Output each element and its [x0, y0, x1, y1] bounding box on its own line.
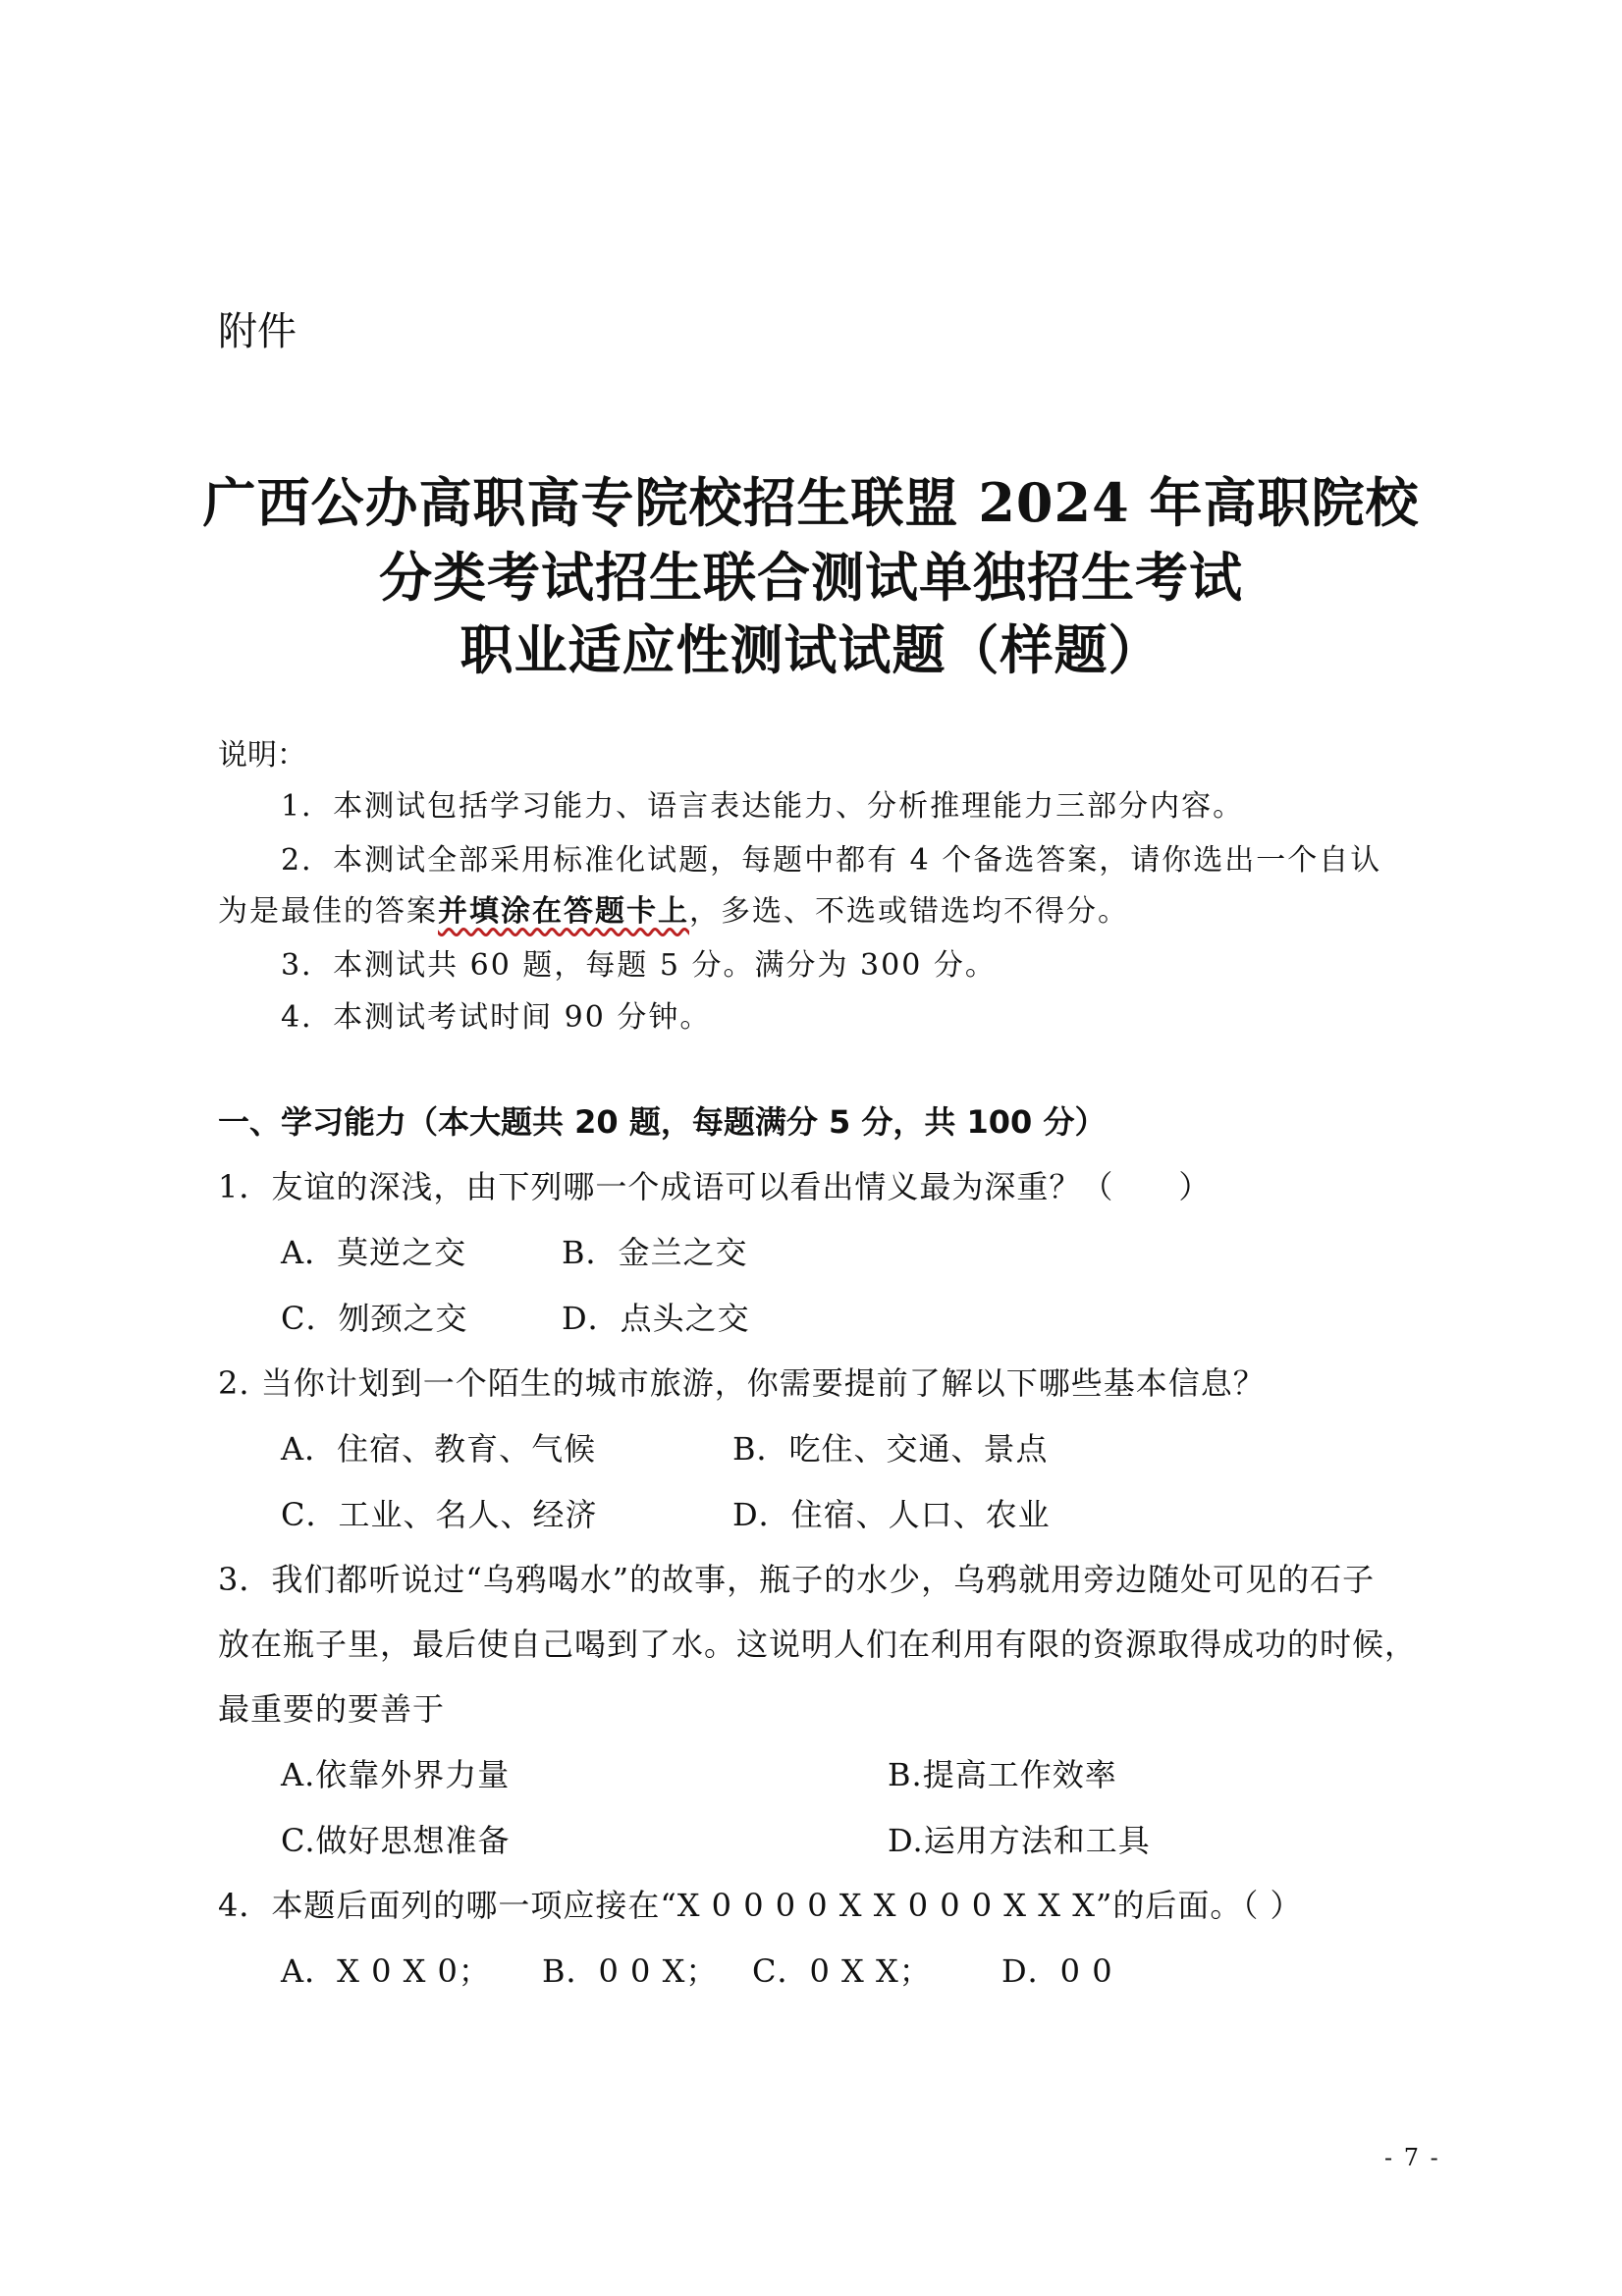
question-1-text: 1．友谊的深浅，由下列哪一个成语可以看出情义最为深重？（ ）	[218, 1168, 1212, 1205]
question-3-line-2: 放在瓶子里，最后使自己喝到了水。这说明人们在利用有限的资源取得成功的时候，	[218, 1626, 1418, 1663]
question-4-option-a: A．X 0 X 0；	[281, 1952, 491, 1990]
instruction-3: 3．本测试共 60 题，每题 5 分。满分为 300 分。	[281, 948, 997, 983]
instruction-2-line-2	[218, 886, 1129, 930]
question-4-option-b: B．0 0 X；	[542, 1952, 719, 1990]
attachment-label: 附件	[218, 309, 297, 354]
question-2-option-d: D．住宿、人口、农业	[732, 1496, 1051, 1533]
section-1-heading: 一、学习能力（本大题共 20 题，每题满分 5 分，共 100 分）	[218, 1103, 1107, 1141]
instruction-1: 1．本测试包括学习能力、语言表达能力、分析推理能力三部分内容。	[281, 789, 1245, 824]
question-1-option-b: B．金兰之交	[562, 1234, 748, 1271]
instruction-4: 4．本测试考试时间 90 分钟。	[281, 1000, 712, 1035]
exam-title-line-1: 广西公办高职高专院校招生联盟 2024 年高职院校	[202, 471, 1420, 534]
question-1-option-d: D．点头之交	[562, 1300, 750, 1337]
instructions-heading: 说明：	[218, 738, 306, 773]
question-3-line-3: 最重要的要善于	[218, 1690, 446, 1728]
question-2-option-c: C．工业、名人、经济	[281, 1496, 598, 1533]
question-3-option-d: D.运用方法和工具	[888, 1822, 1151, 1859]
question-4-text: 4．本题后面列的哪一项应接在“X 0 0 0 0 X X 0 0 0 X X X”的后面。（ ）	[218, 1887, 1303, 1924]
question-3-option-c: C.做好思想准备	[281, 1822, 511, 1859]
question-1-option-c: C．刎颈之交	[281, 1300, 468, 1337]
question-3-option-a: A.依靠外界力量	[281, 1756, 511, 1793]
question-3-line-1: 3．我们都听说过“乌鸦喝水”的故事，瓶子的水少，乌鸦就用旁边随处可见的石子	[218, 1561, 1376, 1598]
exam-title-line-3: 职业适应性测试试题（样题）	[460, 618, 1162, 681]
question-2-text: 2. 当你计划到一个陌生的城市旅游，你需要提前了解以下哪些基本信息？	[218, 1364, 1266, 1402]
exam-title-line-2: 分类考试招生联合测试单独招生考试	[379, 546, 1243, 609]
question-2-option-a: A．住宿、教育、气候	[281, 1430, 597, 1468]
instruction-2-pre: 为是最佳的答案	[218, 894, 438, 929]
page-number: - 7 -	[1384, 2144, 1440, 2171]
question-4-option-c: C．0 X X；	[752, 1952, 932, 1990]
question-4-option-d: D．0 0	[1001, 1952, 1113, 1990]
question-1-option-a: A．莫逆之交	[281, 1234, 467, 1271]
question-3-option-b: B.提高工作效率	[888, 1756, 1117, 1793]
instruction-2-line-1: 2．本测试全部采用标准化试题，每题中都有 4 个备选答案，请你选出一个自认	[281, 843, 1382, 878]
question-2-option-b: B．吃住、交通、景点	[732, 1430, 1049, 1468]
instruction-2-emphasis: 并填涂在答题卡上	[438, 894, 689, 929]
instruction-2-post: ，多选、不选或错选均不得分。	[689, 894, 1129, 929]
